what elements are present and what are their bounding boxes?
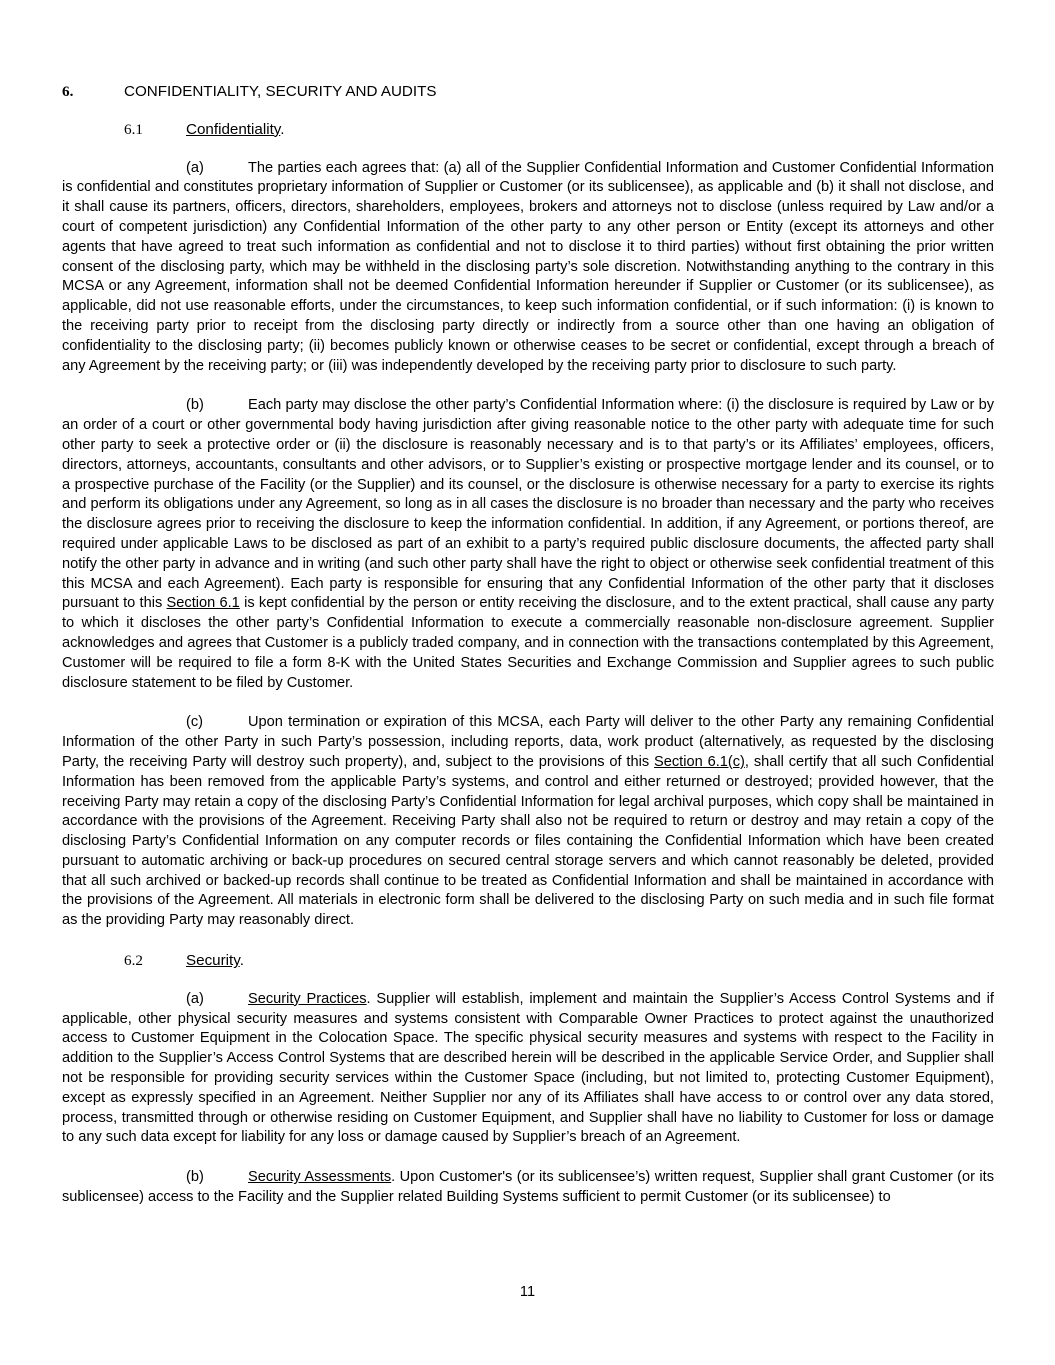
clause-6-1-b	[62, 396, 994, 693]
document-page	[62, 82, 994, 1208]
clause-label: (b)	[186, 1169, 204, 1186]
clause-6-2-a	[62, 990, 994, 1148]
clause-text: Each party may disclose the other party’s Confidential Information where: (i) the disclosure is required by Law or by an order of a court or other governmental body having jurisdiction after giving reasonable notice to the other party with adequate time for such other party to seek a protective order or (ii) the disclosure is reasonably necessary and is to that party’s or its Affiliates’ employees, officers, directors, attorneys, accountants, consultants and other advisors, or to Supplier’s existing or prospective mortgage lender and its counsel, or to a prospective purchase of the Facility (or the Supplier) and its counsel, or the disclosure is otherwise necessary for a party to exercise its rights and perform its obligations under any Agreement, so long as in all cases the disclosure is no broader than necessary and the party who receives the disclosure agrees prior to receiving the disclosure to keep the information confidential. In addition, if any Agreement, or portions thereof, are required under applicable Laws to be disclosed as part of an exhibit to a party’s required public disclosure documents, the affected party shall notify the other party in advance and in writing (and such other party shall have the right to object or otherwise seek confidential treatment of this this MCSA and each Agreement). Each party is responsible for ensuring that any Confidential Information of the other party that it discloses pursuant to this	[62, 397, 994, 612]
clause-label: (c)	[186, 714, 204, 731]
clause-text-continued: is kept confidential by the person or entity receiving the disclosure, and to the extent practical, shall cause any party to which it discloses the other party’s Confidential Information to execute a commercially reasonable non-disclosure agreement. Supplier acknowledges and agrees that Customer is a publicly traded company, and in connection with the transactions contemplated by this Agreement, Customer will be required to file a form 8-K with the United States Securities and Exchange Commission and Supplier agrees to such public disclosure statement to be filed by Customer.	[62, 595, 994, 691]
subsection-heading-6-2	[62, 951, 994, 971]
clause-label: (b)	[186, 397, 204, 414]
clause-text: . Supplier will establish, implement and maintain the Supplier’s Access Control Systems and if applicable, other physical security measures and systems consistent with Comparable Owner Practices to protect against the unauthorized access to Customer Equipment in the Colocation Space. The specific physical security measures and systems with respect to the Facility in addition to the Supplier’s Access Control Systems that are described herein will be described in the applicable Service Order, and Supplier shall not be responsible for providing security services within the Customer Space (including, but not limited to, protecting Customer Equipment), except as expressly specified in an Agreement. Neither Supplier nor any of its Affiliates shall have access to or control over any data stored, process, transmitted through or otherwise residing on Customer Equipment, and Supplier shall have no liability to Customer for loss or damage to any such data except for liability for any loss or damage caused by Supplier’s breach of an Agreement.	[62, 990, 994, 1146]
subsection-number: 6.2	[124, 952, 143, 970]
section-number: 6.	[62, 83, 74, 100]
subsection-number: 6.1	[124, 120, 143, 138]
clause-title: Security Practices	[248, 990, 367, 1007]
clause-6-2-b	[62, 1168, 994, 1208]
clause-label: (a)	[186, 159, 204, 176]
clause-text: Upon termination or expiration of this MCSA, each Party will deliver to the other Party any remaining Confidential Information of the other Party in such Party’s possession, including reports, data, work product (alternatively, as requested by the disclosing Party, the receiving Party will destroy such property), and, subject to the provisions of this	[62, 714, 994, 770]
section-reference: Section 6.1	[166, 595, 240, 612]
section-reference: Section 6.1(c)	[654, 753, 745, 770]
subsection-title: Confidentiality	[186, 120, 281, 138]
clause-text: The parties each agrees that: (a) all of the Supplier Confidential Information and Customer Confidential Information is confidential and constitutes proprietary information of Supplier or Customer (or its sublicensee), as applicable and (b) it shall not disclose, and it shall cause its partners, officers, directors, shareholders, employees, brokers and attorneys not to disclose (unless required by Law and/or a court of competent jurisdiction) any Confidential Information of the other party to any other person or Entity (except its attorneys and other agents that have agreed to treat such information as confidential and not to disclose it to third parties) without first obtaining the prior written consent of the disclosing party, which may be withheld in the disclosing party’s sole discretion. Notwithstanding anything to the contrary in this MCSA or any Agreement, information shall not be deemed Confidential Information hereunder if Supplier or Customer (or its sublicensee), as applicable, did not use reasonable efforts, under the circumstances, to keep such information confidential, or if such information: (i) is known to the receiving party prior to receipt from the disclosing party directly or indirectly from a source other than one having an obligation of confidentiality to the disclosing party; (ii) becomes publicly known or otherwise ceases to be secret or confidential, except through a breach of any Agreement by the receiving party; or (iii) was independently developed by the receiving party prior to disclosure to such party.	[62, 159, 994, 374]
section-title: CONFIDENTIALITY, SECURITY AND AUDITS	[124, 83, 437, 100]
subsection-heading-6-1	[62, 120, 994, 140]
subsection-title-punct: .	[239, 952, 244, 970]
clause-6-1-c	[62, 713, 994, 931]
clause-text: . Upon Customer's (or its sublicensee’s) written request, Supplier shall grant Customer (or its sublicensee) access to the Facility and the Supplier related Building Systems sufficient to permit Customer (or its sublicensee) to	[62, 1169, 994, 1206]
page-number: 11	[519, 1284, 536, 1300]
subsection-title: Security	[186, 952, 240, 970]
clause-label: (a)	[186, 990, 204, 1007]
section-heading	[62, 82, 994, 102]
clause-6-1-a	[62, 159, 994, 377]
clause-title: Security Assessments	[248, 1169, 392, 1186]
clause-text-continued: , shall certify that all such Confidential Information has been removed from the applicable Party’s systems, and control and either returned or destroyed; provided however, that the receiving Party may retain a copy of the disclosing Party’s Confidential Information for legal archival purposes, which copy shall be maintained in accordance with the provisions of the Agreement. Receiving Party shall also not be required to return or destroy and may retain a copy of the disclosing Party’s Confidential Information on any computer records or files containing the Confidential Information which have been created pursuant to automatic archiving or back-up procedures on secured central storage servers and which cannot reasonably be deleted, provided that all such archived or backed-up records shall continue to be treated as Confidential Information and shall be maintained in accordance with the provisions of the Agreement. All materials in electronic form shall be delivered to the disclosing Party on such media and in such file format as the providing Party may reasonably direct.	[62, 753, 994, 929]
subsection-title-punct: .	[280, 120, 285, 138]
